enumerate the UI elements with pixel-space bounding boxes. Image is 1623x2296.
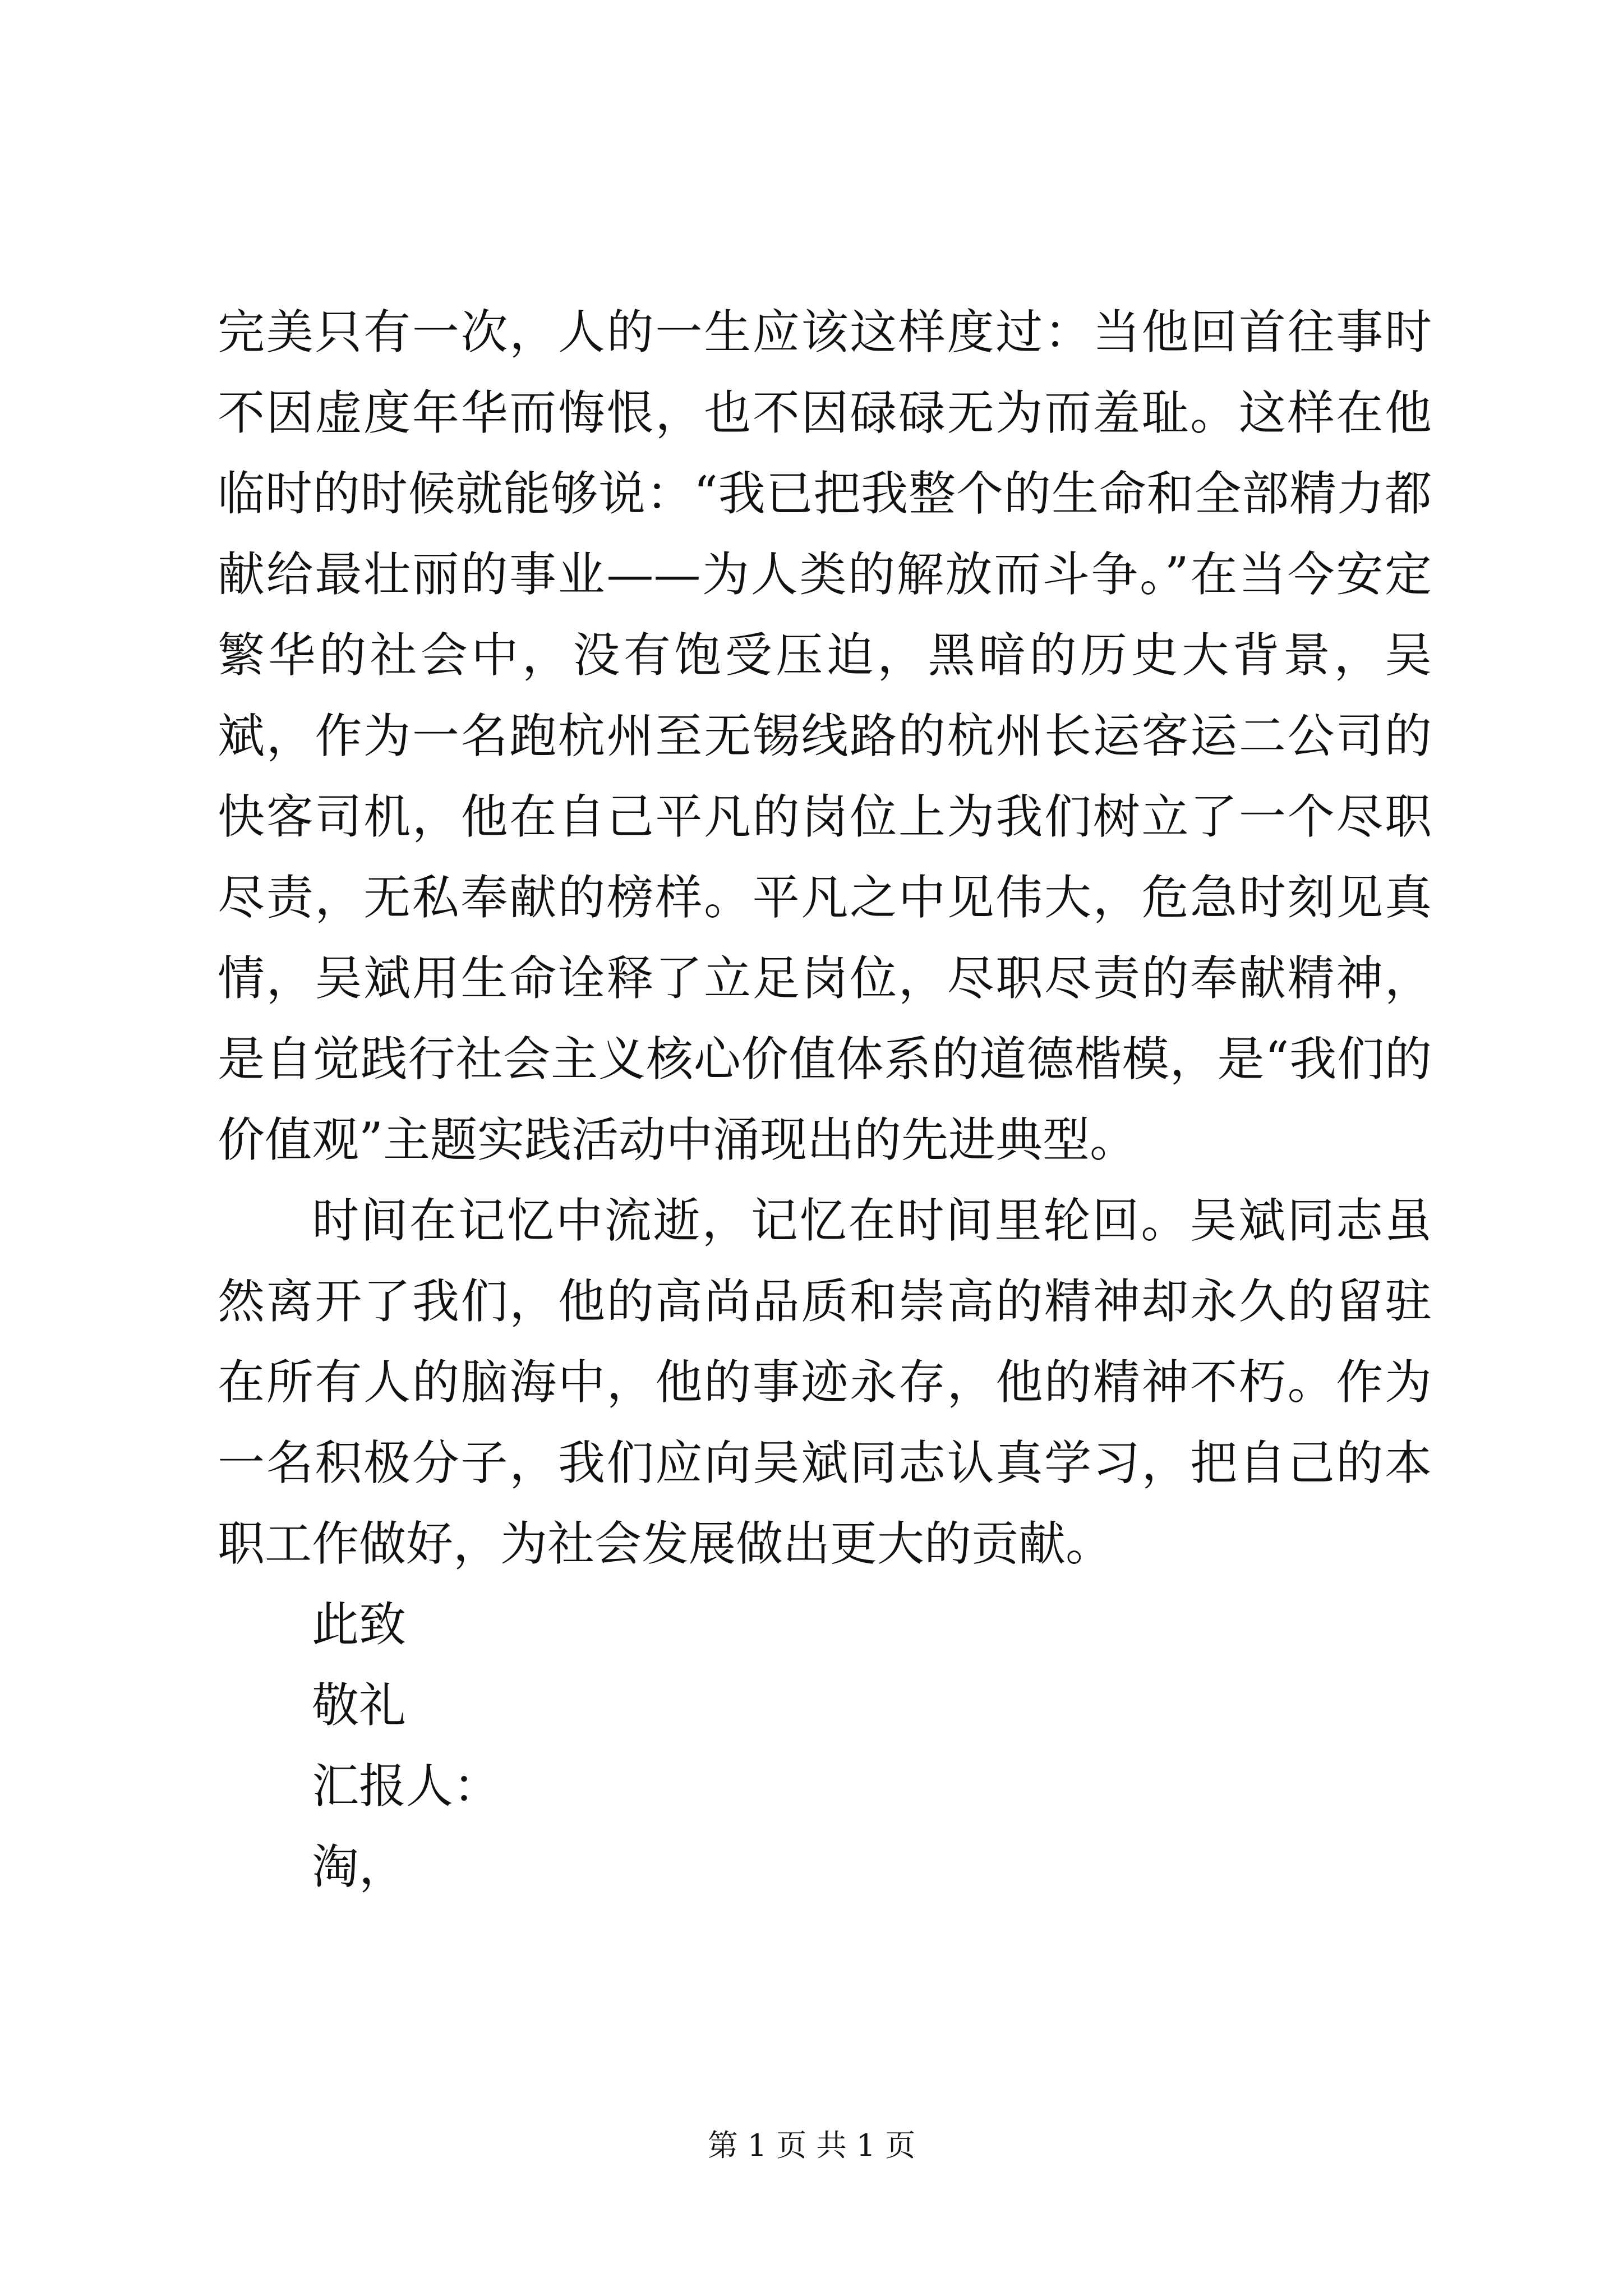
reporter-label: 汇报人：: [312, 1759, 501, 1814]
closing-salutation: 此致: [312, 1597, 407, 1652]
reporter-name: 淘，: [312, 1839, 407, 1894]
page-footer: 第 1 页 共 1 页: [707, 2128, 916, 2163]
paragraph-1: 完美只有一次，人的一生应该这样度过：当他回首往事时不因虚度年华而悔恨，也不因碌碌无为而羞耻。这样在他临时的时候就能够说：“我已把我整个的生命和全部精力都献给最壮丽的事业——为人类的解放而斗争。”在当今安定繁华的社会中，没有饱受压迫，黑暗的历史大背景，吴斌，作为一名跑杭州至无锡线路的杭州长运客运二公司的快客司机，他在自己平凡的岗位上为我们树立了一个尽职尽责，无私奉献的榜样。平凡之中见伟大，危急时刻见真情，吴斌用生命诠释了立足岗位，尽职尽责的奉献精神，是自觉践行社会主义核心价值体系的道德楷模，是“我们的价值观”主题实践活动中涌现出的先进典型。: [218, 305, 1432, 1167]
document-body: [218, 292, 1432, 1907]
paragraph-2: 时间在记忆中流逝，记忆在时间里轮回。吴斌同志虽然离开了我们，他的高尚品质和崇高的精神却永久的留驻在所有人的脑海中，他的事迹永存，他的精神不朽。作为一名积极分子，我们应向吴斌同志认真学习，把自己的本职工作做好，为社会发展做出更大的贡献。: [218, 1193, 1432, 1571]
closing-regards: 敬礼: [312, 1678, 407, 1733]
